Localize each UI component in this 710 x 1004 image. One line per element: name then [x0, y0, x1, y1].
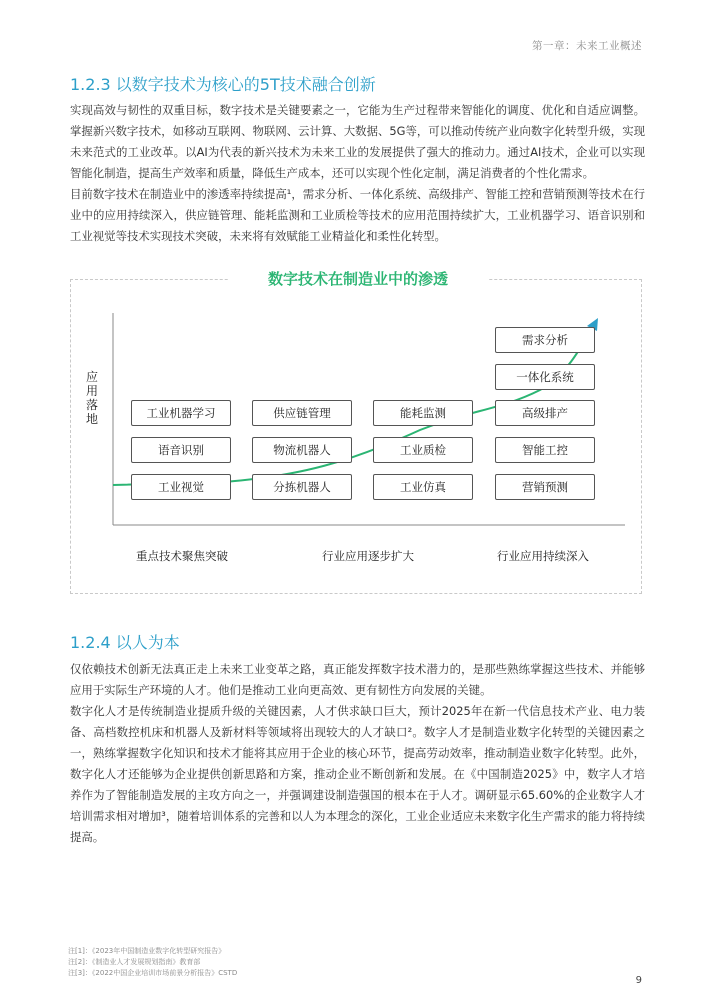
footnote: 注[1]：《2023年中国制造业数字化转型研究报告》 — [68, 947, 226, 955]
section-2-body — [70, 659, 645, 848]
tech-box: 供应链管理 — [252, 400, 352, 426]
section-title-1-2-3: 1.2.3 以数字技术为核心的5T技术融合创新 — [70, 75, 376, 94]
tech-box: 一体化系统 — [495, 364, 595, 390]
figure-title: 数字技术在制造业中的渗透 — [228, 266, 488, 292]
tech-box: 工业仿真 — [373, 474, 473, 500]
paragraph: 目前数字技术在制造业中的渗透率持续提高¹，需求分析、一体化系统、高级排产、智能工控和营销预测等技术在行业中的应用持续深入，供应链管理、能耗监测和工业质检等技术的应用范围持续扩大，工业机器学习、语音识别和工业视觉等技术实现技术突破，未来将有效赋能工业精益化和柔性化转型。 — [70, 187, 645, 243]
footnotes — [68, 946, 237, 979]
tech-box: 工业质检 — [373, 437, 473, 463]
paragraph: 仅依赖技术创新无法真正走上未来工业变革之路，真正能发挥数字技术潜力的，是那些熟练掌握这些技术、并能够应用于实际生产环境的人才。他们是推动工业向更高效、更有韧性方向发展的关键。 — [70, 662, 645, 697]
chapter-header: 第一章：未来工业概述 — [532, 40, 642, 52]
footnote: 注[3]：《2022中国企业培训市场前景分析报告》CSTD — [68, 969, 238, 977]
tech-box: 需求分析 — [495, 327, 595, 353]
paragraph: 数字化人才是传统制造业提质升级的关键因素，人才供求缺口巨大，预计2025年在新一代信息技术产业、电力装备、高档数控机床和机器人及新材料等领域将出现较大的人才缺口²。数字人才是制造业数字化转型的关键因素之一，熟练掌握数字化知识和技术才能将其应用于企业的核心环节，提高劳动效率，推动制造业数字化转型。此外，数字化人才还能够为企业提供创新思路和方案，推动企业不断创新和发展。在《中国制造2025》中，数字人才培养作为了智能制造发展的主攻方向之一，并强调建设制造强国的根本在于人才。调研显示65.60%的企业数字人才培训需求相对增加³，随着培训体系的完善和以人为本理念的深化，工业企业适应未来数字化生产需求的能力将持续提高。 — [70, 704, 645, 844]
tech-box: 高级排产 — [495, 400, 595, 426]
section-title-1-2-4: 1.2.4 以人为本 — [70, 633, 180, 652]
tech-box: 物流机器人 — [252, 437, 352, 463]
tech-box: 工业机器学习 — [131, 400, 231, 426]
y-axis-label: 应用落地 — [86, 370, 99, 426]
tech-box: 智能工控 — [495, 437, 595, 463]
stage-label: 重点技术聚焦突破 — [136, 549, 228, 563]
tech-box: 语音识别 — [131, 437, 231, 463]
stage-label: 行业应用逐步扩大 — [322, 549, 414, 563]
paragraph: 实现高效与韧性的双重目标，数字技术是关键要素之一，它能为生产过程带来智能化的调度、优化和自适应调整。掌握新兴数字技术，如移动互联网、物联网、云计算、大数据、5G等，可以推动传统产业向数字化转型升级，实现未来范式的工业改革。以AI为代表的新兴技术为未来工业的发展提供了强大的推动力。通过AI技术，企业可以实现智能化制造，提高生产效率和质量，降低生产成本，还可以实现个性化定制，满足消费者的个性化需求。 — [70, 103, 645, 180]
tech-box: 工业视觉 — [131, 474, 231, 500]
tech-box: 能耗监测 — [373, 400, 473, 426]
stage-label: 行业应用持续深入 — [497, 549, 589, 563]
footnote: 注[2]：《制造业人才发展规划指南》教育部 — [68, 958, 201, 966]
page-number: 9 — [635, 975, 642, 986]
tech-box: 营销预测 — [495, 474, 595, 500]
tech-box: 分拣机器人 — [252, 474, 352, 500]
